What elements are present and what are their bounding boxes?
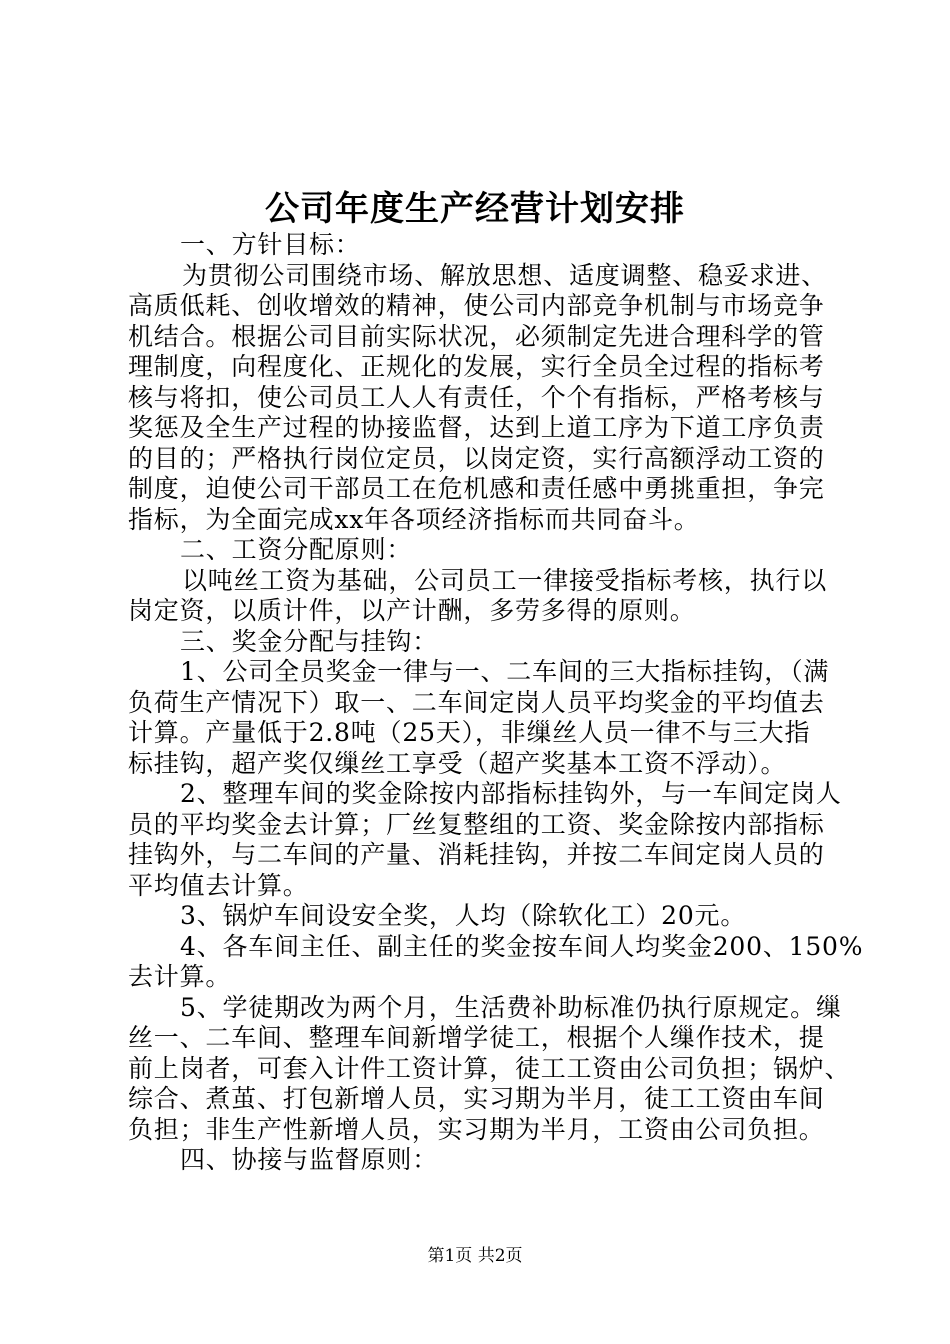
paragraph-line: 三、奖金分配与挂钩： xyxy=(180,626,439,656)
paragraph-line: 负荷生产情况下）取一、二车间定岗人员平均奖金的平均值去 xyxy=(128,687,825,717)
paragraph-line: 核与将扣，使公司员工人人有责任，个个有指标，严格考核与 xyxy=(128,382,825,412)
paragraph-line: 的目的；严格执行岗位定员，以岗定资，实行高额浮动工资的 xyxy=(128,443,825,473)
paragraph-line: 挂钩外，与二车间的产量、消耗挂钩，并按二车间定岗人员的 xyxy=(128,840,825,869)
document-body xyxy=(128,230,864,1176)
paragraph-line: 岗定资，以质计件，以产计酬，多劳多得的原则。 xyxy=(128,596,696,625)
paragraph-line: 4、各车间主任、副主任的奖金按车间人均奖金200、150% xyxy=(180,931,864,961)
paragraph-line: 机结合。根据公司目前实际状况，必须制定先进合理科学的管 xyxy=(128,321,825,351)
paragraph-line: 丝一、二车间、整理车间新增学徒工，根据个人缫作技术，提 xyxy=(128,1023,825,1052)
paragraph-line: 2、整理车间的奖金除按内部指标挂钩外，与一车间定岗人 xyxy=(180,779,842,808)
paragraph-line: 为贯彻公司围绕市场、解放思想、适度调整、稳妥求进、 xyxy=(182,260,828,290)
paragraph-line: 综合、煮茧、打包新增人员，实习期为半月，徒工工资由车间 xyxy=(128,1084,825,1113)
paragraph-line: 理制度，向程度化、正规化的发展，实行全员全过程的指标考 xyxy=(128,352,825,381)
paragraph-line: 奖惩及全生产过程的协接监督，达到上道工序为下道工序负责 xyxy=(128,413,825,442)
document-title: 公司年度生产经营计划安排 xyxy=(265,189,685,229)
page-footer: 第1页 共2页 xyxy=(427,1246,523,1266)
paragraph-line: 3、锅炉车间设安全奖，人均（除软化工）20元。 xyxy=(180,901,747,930)
paragraph-line: 前上岗者，可套入计件工资计算，徒工工资由公司负担；锅炉、 xyxy=(128,1053,851,1083)
paragraph-line: 平均值去计算。 xyxy=(128,870,309,900)
paragraph-line: 二、工资分配原则： xyxy=(180,535,413,564)
paragraph-line: 去计算。 xyxy=(128,962,232,991)
paragraph-line: 标挂钩，超产奖仅缫丝工享受（超产奖基本工资不浮动）。 xyxy=(128,748,787,778)
paragraph-line: 5、学徒期改为两个月，生活费补助标准仍执行原规定。缫 xyxy=(180,992,842,1022)
paragraph-line: 1、公司全员奖金一律与一、二车间的三大指标挂钩，（满 xyxy=(180,657,830,686)
paragraph-line: 制度，迫使公司干部员工在危机感和责任感中勇挑重担，争完 xyxy=(128,474,825,503)
paragraph-line: 四、协接与监督原则： xyxy=(180,1145,439,1174)
paragraph-line: 一、方针目标： xyxy=(180,230,361,259)
paragraph-line: 员的平均奖金去计算；厂丝复整组的工资、奖金除按内部指标 xyxy=(128,809,825,839)
paragraph-line: 以吨丝工资为基础，公司员工一律接受指标考核，执行以 xyxy=(182,565,828,595)
paragraph-line: 计算。产量低于2.8吨（25天），非缫丝人员一律不与三大指 xyxy=(128,718,811,747)
paragraph-line: 负担；非生产性新增人员，实习期为半月，工资由公司负担。 xyxy=(128,1114,825,1144)
paragraph-line: 高质低耗、创收增效的精神，使公司内部竞争机制与市场竞争 xyxy=(128,291,825,320)
paragraph-line: 指标，为全面完成xx年各项经济指标而共同奋斗。 xyxy=(128,504,700,534)
